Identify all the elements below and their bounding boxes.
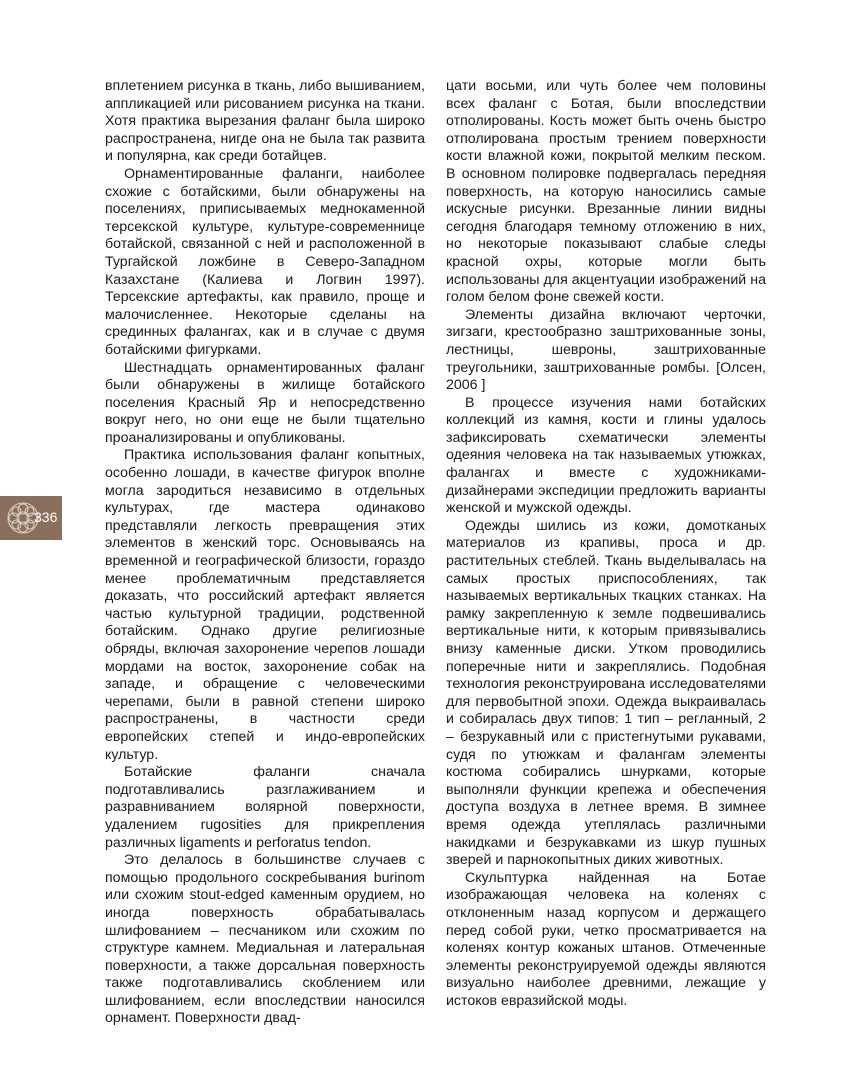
right-text-column — [446, 78, 766, 1010]
paragraph: В процессе изучения нами ботайских коллекций из камня, кости и глины удалось зафиксировать схематически элементы одеяния человека на так называемых утюжках, фалангах и вместе с художниками-дизайнерами экспедиции предложить варианты женской и мужской одежды. — [446, 394, 766, 517]
paragraph: Элементы дизайна включают черточки, зигзаги, крестообразно заштрихованные зоны, лестницы, шевроны, заштрихованные треугольники, заштрихованные ромбы. [Олсен, 2006 ] — [446, 306, 766, 394]
paragraph: Практика использования фаланг копытных, особенно лошади, в качестве фигурок вполне могла зародиться независимо в отдельных культурах, где мастера одинаково представляли легкость превращения этих элементов в женский торс. Основываясь на временной и географической близости, гораздо менее проблематичным представляется доказать, что российский артефакт является частью культурной традиции, родственной ботайским. Однако другие религиозные обряды, включая захоронение черепов лошади мордами на восток, захоронение собак на западе, и обращение с человеческими черепами, были в равной степени широко распространены, в частности среди европейских степей и индо-европейских культур. — [105, 447, 425, 763]
paragraph: Скульптурка найденная на Ботае изображающая человека на коленях с отклоненным назад корпусом и держащего перед собой руки, четко просматривается на коленях контур кожаных штанов. Отмеченные элементы реконструируемой одежды являются визуально наиболее древними, лежащие у истоков евразийской моды. — [446, 869, 766, 1009]
paragraph: Орнаментированные фаланги, наиболее схожие с ботайскими, были обнаружены на поселениях, приписываемых меднокаменной терсекской культуре, культуре-современнице ботайской, связанной с ней и расположенной в Тургайской ложбине в Северо-Западном Казахстане (Калиева и Логвин 1997). Терсекские артефакты, как правило, проще и малочисленнее. Некоторые сделаны на срединных фалангах, как и в случае с двумя ботайскими фигурками. — [105, 165, 425, 358]
paragraph: Одежды шились из кожи, домотканых материалов из крапивы, проса и др. растительных стеблей. Ткань выделывалась на самых простых приспособлениях, так называемых вертикальных ткацких станках. На рамку закрепленную к земле подвешивались вертикальные нити, к которым привязывались внизу каменные диски. Утком проводились поперечные нити и закреплялись. Подобная технология реконструирована исследователями для первобытной эпохи. Одежда выкраивалась и собиралась двух типов: 1 тип – регланный, 2 – безрукавный или с пристегнутыми рукавами, судя по утюжкам и фалангам элементы костюма собирались шнурками, которые выполняли функции крепежа и обеспечения доступа воздуха в летнее время. В зимнее время одежда утеплялась различными накидками и безрукавками из шкур пушных зверей и парнокопытных диких животных. — [446, 517, 766, 869]
left-text-column — [105, 78, 425, 1028]
page-marker — [0, 496, 62, 540]
page-number: 336 — [34, 509, 58, 525]
paragraph: цати восьми, или чуть более чем половины всех фаланг с Ботая, были впоследствии отполированы. Кость может быть очень быстро отполирована простым трением поверхности кости влажной кожи, покрытой мелким песком. В основном полировке подвергалась передняя поверхность, на которую наносились самые искусные рисунки. Врезанные линии видны сегодня благодаря темному отложению в них, но некоторые показывают слабые следы красной охры, которые могли быть использованы для акцентуации изображений на голом белом фоне свежей кости. — [446, 78, 766, 306]
paragraph: Шестнадцать орнаментированных фаланг были обнаружены в жилище ботайского поселения Красный Яр и непосредственно вокруг него, но они еще не были тщательно проанализированы и опубликованы. — [105, 359, 425, 446]
paragraph: Это делалось в большинстве случаев с помощью продольного соскребывания burinom или схожим stout-edged каменным орудием, но иногда поверхность обрабатывалась шлифованием – песчаником или схожим по структуре камнем. Медиальная и латеральная поверхности, а также дорсальная поверхность также подготавливались скоблением или шлифованием, если впоследствии наносился орнамент. Поверхности двад- — [105, 852, 425, 1027]
paragraph: Ботайские фаланги сначала подготавливались разглаживанием и разравниванием волярной поверхности, удалением rugosities для прикрепления различных ligaments и perforatus tendon. — [105, 764, 425, 851]
paragraph: вплетением рисунка в ткань, либо вышиванием, аппликацией или рисованием рисунка на ткани. Хотя практика вырезания фаланг была широко распространена, нигде она не была так развита и популярна, как среди ботайцев. — [105, 78, 425, 165]
